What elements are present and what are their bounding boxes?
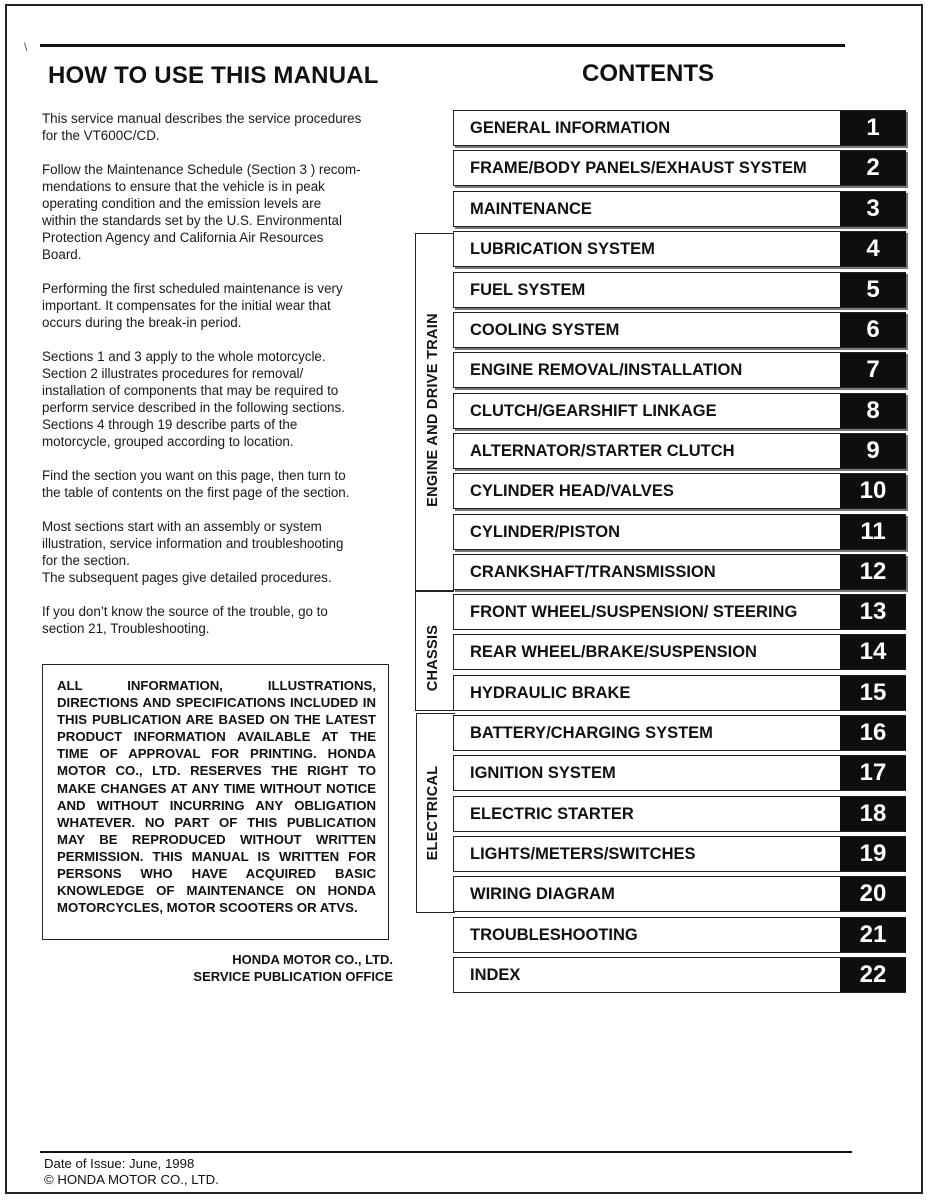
contents-item-section-20[interactable] (453, 876, 906, 912)
instruction-line: operating condition and the emission levels are (42, 196, 322, 211)
section-number-tab: 1 (840, 111, 906, 145)
publisher-name: HONDA MOTOR CO., LTD. (232, 952, 393, 967)
section-title: CRANKSHAFT/TRANSMISSION (470, 562, 716, 581)
contents-item-section-15[interactable] (453, 675, 906, 711)
instruction-line: The subsequent pages give detailed procedures. (42, 570, 332, 585)
contents-item-section-6[interactable] (453, 312, 906, 348)
instruction-line: motorcycle, grouped according to location. (42, 434, 294, 449)
instruction-line: section 21, Troubleshooting. (42, 621, 210, 636)
section-title: ENGINE REMOVAL/INSTALLATION (470, 360, 743, 379)
contents-title: CONTENTS (582, 60, 714, 87)
publisher-office: SERVICE PUBLICATION OFFICE (193, 969, 393, 984)
section-title: IGNITION SYSTEM (470, 763, 616, 782)
section-number-tab: 12 (840, 555, 906, 589)
contents-item-section-22[interactable] (453, 957, 906, 993)
section-title: REAR WHEEL/BRAKE/SUSPENSION (470, 642, 757, 661)
section-number-tab: 8 (840, 394, 906, 428)
contents-item-section-21[interactable] (453, 917, 906, 953)
section-title: MAINTENANCE (470, 199, 592, 218)
instruction-line: This service manual describes the service procedures (42, 111, 362, 126)
section-number-tab: 7 (840, 353, 906, 387)
contents-item-section-10[interactable] (453, 473, 906, 509)
instruction-paragraph (42, 518, 390, 586)
instruction-line: within the standards set by the U.S. Environmental (42, 213, 342, 228)
instruction-line: Board. (42, 247, 82, 262)
instruction-line: for the section. (42, 553, 130, 568)
instruction-paragraph (42, 603, 390, 637)
contents-item-section-12[interactable] (453, 554, 906, 590)
contents-item-section-4[interactable] (453, 231, 906, 267)
engine-group-label: ENGINE AND DRIVE TRAIN (425, 313, 441, 507)
section-title: CYLINDER/PISTON (470, 522, 621, 541)
instruction-paragraph (42, 280, 390, 331)
section-title: ELECTRIC STARTER (470, 804, 634, 823)
section-title: GENERAL INFORMATION (470, 118, 671, 137)
section-number-tab: 13 (840, 595, 906, 629)
instruction-line: important. It compensates for the initial wear that (42, 298, 331, 313)
instruction-line: If you don’t know the source of the trouble, go to (42, 604, 328, 619)
contents-item-section-7[interactable] (453, 352, 906, 388)
section-number-tab: 21 (840, 918, 906, 952)
instruction-line: Performing the first scheduled maintenance is very (42, 281, 343, 296)
instruction-line: occurs during the break-in period. (42, 315, 242, 330)
contents-item-section-1[interactable] (453, 110, 906, 146)
instruction-line: illustration, service information and troubleshooting (42, 536, 344, 551)
instruction-line: the table of contents on the first page of the section. (42, 485, 350, 500)
section-number-tab: 22 (840, 958, 906, 992)
contents-item-section-9[interactable] (453, 433, 906, 469)
section-number-tab: 11 (840, 515, 906, 549)
section-number-tab: 19 (840, 837, 906, 871)
section-title: LIGHTS/METERS/SWITCHES (470, 844, 696, 863)
chassis-group-label: CHASSIS (425, 624, 441, 692)
section-number-tab: 14 (840, 635, 906, 669)
section-title: INDEX (470, 965, 521, 984)
scan-mark: \ (24, 40, 28, 54)
section-title: HYDRAULIC BRAKE (470, 683, 631, 702)
top-rule (40, 44, 845, 47)
contents-item-section-13[interactable] (453, 594, 906, 630)
contents-item-section-19[interactable] (453, 836, 906, 872)
bottom-rule (40, 1151, 852, 1153)
disclaimer-box: ALL INFORMATION, ILLUSTRATIONS, DIRECTIONS AND SPECIFICATIONS INCLUDED IN THIS PUBLICATION ARE BASED ON THE LATEST PRODUCT INFORMATION AVAILABLE AT THE TIME OF APPROVAL FOR PRINTING. HONDA MOTOR CO., LTD. RESERVES THE RIGHT TO MAKE CHANGES AT ANY TIME WITHOUT NOTICE AND WITHOUT INCURRING ANY OBLIGATION WHATEVER. NO PART OF THIS PUBLICATION MAY BE REPRODUCED WITHOUT WRITTEN PERMISSION. THIS MANUAL IS WRITTEN FOR PERSONS WHO HAVE ACQUIRED BASIC KNOWLEDGE OF MAINTENANCE ON HONDA MOTORCYCLES, MOTOR SCOOTERS OR ATVS. (42, 664, 389, 940)
section-number-tab: 16 (840, 716, 906, 750)
instruction-line: Section 2 illustrates procedures for removal/ (42, 366, 304, 381)
footer (44, 1156, 219, 1188)
contents-item-section-2[interactable] (453, 150, 906, 186)
section-title: FUEL SYSTEM (470, 280, 586, 299)
instruction-line: Find the section you want on this page, then turn to (42, 468, 346, 483)
section-title: COOLING SYSTEM (470, 320, 620, 339)
contents-item-section-8[interactable] (453, 393, 906, 429)
contents-item-section-17[interactable] (453, 755, 906, 791)
section-number-tab: 18 (840, 797, 906, 831)
section-number-tab: 20 (840, 877, 906, 911)
section-title: CYLINDER HEAD/VALVES (470, 481, 674, 500)
instruction-paragraph (42, 348, 390, 450)
contents-item-section-11[interactable] (453, 514, 906, 550)
electrical-group-label: ELECTRICAL (425, 765, 441, 861)
instruction-paragraph (42, 110, 390, 144)
instruction-line: Follow the Maintenance Schedule (Section 3 ) recom- (42, 162, 361, 177)
instruction-line: Sections 4 through 19 describe parts of the (42, 417, 298, 432)
page-title: HOW TO USE THIS MANUAL (48, 62, 379, 89)
contents-item-section-5[interactable] (453, 272, 906, 308)
section-title: FRONT WHEEL/SUSPENSION/ STEERING (470, 602, 798, 621)
section-number-tab: 15 (840, 676, 906, 710)
instruction-line: perform service described in the following sections. (42, 400, 345, 415)
instruction-line: mendations to ensure that the vehicle is in peak (42, 179, 325, 194)
section-title: CLUTCH/GEARSHIFT LINKAGE (470, 401, 717, 420)
contents-item-section-16[interactable] (453, 715, 906, 751)
section-title: LUBRICATION SYSTEM (470, 239, 655, 258)
section-number-tab: 9 (840, 434, 906, 468)
publisher-block (42, 951, 393, 985)
instruction-line: Sections 1 and 3 apply to the whole motorcycle. (42, 349, 326, 364)
section-number-tab: 2 (840, 151, 906, 185)
contents-item-section-18[interactable] (453, 796, 906, 832)
section-title: BATTERY/CHARGING SYSTEM (470, 723, 713, 742)
contents-item-section-3[interactable] (453, 191, 906, 227)
issue-date: Date of Issue: June, 1998 (44, 1156, 195, 1171)
instructions-column (42, 110, 390, 654)
section-number-tab: 4 (840, 232, 906, 266)
instruction-line: Most sections start with an assembly or system (42, 519, 322, 534)
contents-item-section-14[interactable] (453, 634, 906, 670)
section-title: FRAME/BODY PANELS/EXHAUST SYSTEM (470, 158, 807, 177)
instruction-line: installation of components that may be required to (42, 383, 339, 398)
section-title: WIRING DIAGRAM (470, 884, 615, 903)
section-number-tab: 5 (840, 273, 906, 307)
section-number-tab: 17 (840, 756, 906, 790)
section-number-tab: 6 (840, 313, 906, 347)
instruction-paragraph (42, 161, 390, 263)
section-title: TROUBLESHOOTING (470, 925, 638, 944)
copyright: © HONDA MOTOR CO., LTD. (44, 1172, 219, 1187)
section-number-tab: 10 (840, 474, 906, 508)
instruction-line: for the VT600C/CD. (42, 128, 160, 143)
instruction-line: Protection Agency and California Air Resources (42, 230, 324, 245)
section-number-tab: 3 (840, 192, 906, 226)
section-title: ALTERNATOR/STARTER CLUTCH (470, 441, 735, 460)
instruction-paragraph (42, 467, 390, 501)
